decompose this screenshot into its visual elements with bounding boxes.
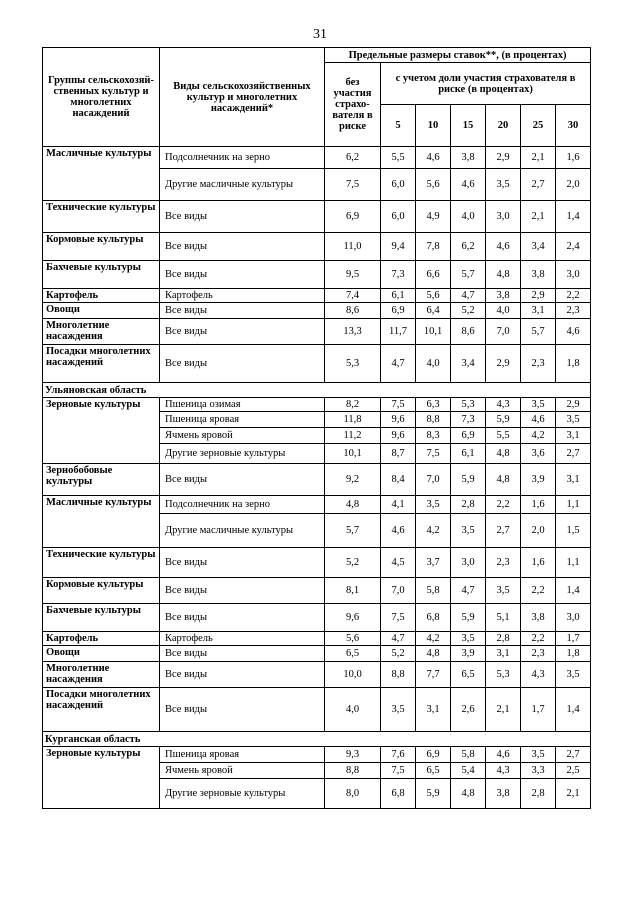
region-row xyxy=(43,383,591,398)
rate-cell: 2,7 xyxy=(486,514,521,548)
rate-cell: 5,2 xyxy=(451,303,486,319)
rate-cell: 3,5 xyxy=(486,578,521,604)
kind-cell: Все виды xyxy=(160,201,325,233)
table-row xyxy=(43,632,591,646)
table-row xyxy=(43,688,591,732)
rate-cell: 4,6 xyxy=(521,412,556,428)
rate-cell: 4,8 xyxy=(486,464,521,496)
rate-cell: 5,8 xyxy=(451,747,486,763)
rate-cell: 3,5 xyxy=(381,688,416,732)
table-row xyxy=(43,319,591,345)
rate-cell: 3,8 xyxy=(451,147,486,169)
rate-cell: 6,6 xyxy=(416,261,451,289)
header-share: 10 xyxy=(416,105,451,147)
rate-cell: 3,1 xyxy=(486,646,521,662)
rate-cell: 2,1 xyxy=(521,201,556,233)
rate-cell: 4,8 xyxy=(486,444,521,464)
rate-cell: 13,3 xyxy=(325,319,381,345)
rate-cell: 3,5 xyxy=(521,398,556,412)
kind-cell: Ячмень яровой xyxy=(160,428,325,444)
rate-cell: 4,8 xyxy=(325,496,381,514)
rate-cell: 8,1 xyxy=(325,578,381,604)
rate-cell: 6,9 xyxy=(416,747,451,763)
table-row xyxy=(43,496,591,514)
kind-cell: Все виды xyxy=(160,548,325,578)
rate-cell: 3,5 xyxy=(556,412,591,428)
rate-cell: 6,0 xyxy=(381,169,416,201)
rate-cell: 2,9 xyxy=(486,345,521,383)
rate-cell: 2,2 xyxy=(556,289,591,303)
rate-cell: 8,0 xyxy=(325,779,381,809)
rate-cell: 4,0 xyxy=(486,303,521,319)
rate-cell: 1,4 xyxy=(556,578,591,604)
group-cell: Посадки многолетних насаждений xyxy=(43,345,160,383)
group-cell: Овощи xyxy=(43,303,160,319)
rate-cell: 5,9 xyxy=(416,779,451,809)
header-share: 5 xyxy=(381,105,416,147)
rate-cell: 2,8 xyxy=(521,779,556,809)
header-share: 25 xyxy=(521,105,556,147)
rate-cell: 3,1 xyxy=(556,428,591,444)
rate-cell: 5,7 xyxy=(521,319,556,345)
rate-cell: 6,2 xyxy=(325,147,381,169)
group-cell: Кормовые культуры xyxy=(43,578,160,604)
rate-cell: 6,5 xyxy=(451,662,486,688)
rate-cell: 2,1 xyxy=(486,688,521,732)
rate-cell: 3,1 xyxy=(416,688,451,732)
rate-cell: 10,0 xyxy=(325,662,381,688)
rate-cell: 11,8 xyxy=(325,412,381,428)
rate-cell: 1,4 xyxy=(556,201,591,233)
rate-cell: 4,7 xyxy=(451,578,486,604)
rate-cell: 8,8 xyxy=(381,662,416,688)
rate-cell: 9,3 xyxy=(325,747,381,763)
rate-cell: 6,1 xyxy=(381,289,416,303)
rate-cell: 2,9 xyxy=(521,289,556,303)
rate-cell: 3,1 xyxy=(556,464,591,496)
group-cell: Бахчевые культуры xyxy=(43,604,160,632)
group-cell: Картофель xyxy=(43,632,160,646)
rate-cell: 2,1 xyxy=(521,147,556,169)
rate-cell: 7,0 xyxy=(416,464,451,496)
rate-cell: 3,5 xyxy=(486,169,521,201)
rate-cell: 7,5 xyxy=(381,604,416,632)
rate-cell: 9,5 xyxy=(325,261,381,289)
rate-cell: 4,0 xyxy=(325,688,381,732)
rate-cell: 8,8 xyxy=(325,763,381,779)
rate-cell: 4,9 xyxy=(416,201,451,233)
rate-cell: 7,5 xyxy=(381,398,416,412)
region-row xyxy=(43,732,591,747)
rate-cell: 4,5 xyxy=(381,548,416,578)
rate-cell: 2,7 xyxy=(556,444,591,464)
table-row xyxy=(43,662,591,688)
rate-cell: 6,4 xyxy=(416,303,451,319)
rate-cell: 6,8 xyxy=(416,604,451,632)
rate-cell: 8,7 xyxy=(381,444,416,464)
kind-cell: Все виды xyxy=(160,662,325,688)
header-without-insurer: без участия страхо-вателя в риске xyxy=(325,63,381,147)
rate-cell: 3,0 xyxy=(486,201,521,233)
rate-cell: 4,6 xyxy=(416,147,451,169)
header-kinds: Виды сельскохозяйственных культур и многолетних насаждений* xyxy=(160,48,325,147)
header-groups: Группы сельскохозяй-ственных культур и многолетних насаждений xyxy=(43,48,160,147)
rate-cell: 11,2 xyxy=(325,428,381,444)
group-cell: Масличные культуры xyxy=(43,147,160,201)
rate-cell: 5,7 xyxy=(451,261,486,289)
rate-cell: 3,0 xyxy=(556,604,591,632)
group-cell: Зерновые культуры xyxy=(43,747,160,809)
rate-cell: 2,5 xyxy=(556,763,591,779)
rate-cell: 2,3 xyxy=(521,646,556,662)
rate-cell: 2,2 xyxy=(521,632,556,646)
rate-cell: 1,6 xyxy=(521,548,556,578)
rate-cell: 4,1 xyxy=(381,496,416,514)
rate-cell: 3,0 xyxy=(451,548,486,578)
rate-cell: 3,9 xyxy=(521,464,556,496)
rate-cell: 4,6 xyxy=(486,747,521,763)
kind-cell: Картофель xyxy=(160,632,325,646)
rate-cell: 5,2 xyxy=(325,548,381,578)
table-row xyxy=(43,289,591,303)
kind-cell: Пшеница озимая xyxy=(160,398,325,412)
kind-cell: Пшеница яровая xyxy=(160,747,325,763)
rate-cell: 3,8 xyxy=(486,289,521,303)
rate-cell: 3,5 xyxy=(451,514,486,548)
rate-cell: 3,0 xyxy=(556,261,591,289)
rate-cell: 4,8 xyxy=(416,646,451,662)
rate-cell: 2,3 xyxy=(556,303,591,319)
rate-cell: 2,8 xyxy=(451,496,486,514)
rate-cell: 3,4 xyxy=(451,345,486,383)
rate-cell: 2,9 xyxy=(486,147,521,169)
table-body xyxy=(43,147,591,809)
kind-cell: Все виды xyxy=(160,319,325,345)
rate-cell: 3,8 xyxy=(521,261,556,289)
rate-cell: 5,6 xyxy=(416,169,451,201)
rate-cell: 7,8 xyxy=(416,233,451,261)
rate-cell: 2,8 xyxy=(486,632,521,646)
rate-cell: 5,3 xyxy=(325,345,381,383)
rate-cell: 4,7 xyxy=(381,632,416,646)
rate-cell: 6,5 xyxy=(416,763,451,779)
kind-cell: Пшеница яровая xyxy=(160,412,325,428)
rate-cell: 7,3 xyxy=(381,261,416,289)
rate-cell: 7,4 xyxy=(325,289,381,303)
rate-cell: 4,2 xyxy=(416,632,451,646)
rate-cell: 8,6 xyxy=(325,303,381,319)
header-share: 15 xyxy=(451,105,486,147)
rate-cell: 3,5 xyxy=(556,662,591,688)
rate-cell: 5,9 xyxy=(486,412,521,428)
table-row xyxy=(43,201,591,233)
rate-cell: 3,8 xyxy=(486,779,521,809)
rate-cell: 8,3 xyxy=(416,428,451,444)
rate-cell: 11,0 xyxy=(325,233,381,261)
rate-cell: 5,2 xyxy=(381,646,416,662)
rate-cell: 6,3 xyxy=(416,398,451,412)
kind-cell: Все виды xyxy=(160,303,325,319)
rate-cell: 5,3 xyxy=(451,398,486,412)
rate-cell: 2,6 xyxy=(451,688,486,732)
group-cell: Зернобобовые культуры xyxy=(43,464,160,496)
rate-cell: 7,0 xyxy=(486,319,521,345)
rate-cell: 2,7 xyxy=(556,747,591,763)
rate-cell: 4,6 xyxy=(556,319,591,345)
table-row xyxy=(43,548,591,578)
rate-cell: 3,5 xyxy=(451,632,486,646)
rate-cell: 3,5 xyxy=(416,496,451,514)
rate-cell: 2,3 xyxy=(486,548,521,578)
group-cell: Бахчевые культуры xyxy=(43,261,160,289)
group-cell: Многолетние насаждения xyxy=(43,662,160,688)
header-share: 30 xyxy=(556,105,591,147)
rate-cell: 4,6 xyxy=(451,169,486,201)
table-row xyxy=(43,303,591,319)
rate-cell: 6,9 xyxy=(325,201,381,233)
rate-cell: 4,2 xyxy=(521,428,556,444)
rate-cell: 3,4 xyxy=(521,233,556,261)
kind-cell: Другие масличные культуры xyxy=(160,169,325,201)
rate-cell: 8,8 xyxy=(416,412,451,428)
rate-cell: 9,2 xyxy=(325,464,381,496)
rate-cell: 4,3 xyxy=(486,763,521,779)
rate-cell: 6,2 xyxy=(451,233,486,261)
rate-cell: 6,5 xyxy=(325,646,381,662)
group-cell: Масличные культуры xyxy=(43,496,160,548)
rate-cell: 2,0 xyxy=(521,514,556,548)
rate-cell: 10,1 xyxy=(325,444,381,464)
kind-cell: Картофель xyxy=(160,289,325,303)
table-row xyxy=(43,398,591,412)
rate-cell: 7,5 xyxy=(416,444,451,464)
rate-cell: 7,5 xyxy=(381,763,416,779)
rate-cell: 4,3 xyxy=(521,662,556,688)
header-limits: Предельные размеры ставок**, (в процентах) xyxy=(325,48,591,63)
header-share: 20 xyxy=(486,105,521,147)
table-row xyxy=(43,747,591,763)
rate-cell: 4,6 xyxy=(486,233,521,261)
rate-cell: 1,7 xyxy=(556,632,591,646)
table-row xyxy=(43,233,591,261)
rate-cell: 5,7 xyxy=(325,514,381,548)
rate-cell: 7,5 xyxy=(325,169,381,201)
rate-cell: 6,1 xyxy=(451,444,486,464)
kind-cell: Все виды xyxy=(160,464,325,496)
rate-cell: 8,4 xyxy=(381,464,416,496)
page-number: 31 xyxy=(313,27,327,42)
rate-cell: 2,9 xyxy=(556,398,591,412)
rate-cell: 2,4 xyxy=(556,233,591,261)
rate-cell: 1,5 xyxy=(556,514,591,548)
rate-cell: 3,8 xyxy=(521,604,556,632)
rate-cell: 8,2 xyxy=(325,398,381,412)
table-row xyxy=(43,464,591,496)
kind-cell: Подсолнечник на зерно xyxy=(160,147,325,169)
rate-cell: 3,5 xyxy=(521,747,556,763)
kind-cell: Все виды xyxy=(160,688,325,732)
rate-cell: 9,6 xyxy=(381,428,416,444)
table-row xyxy=(43,646,591,662)
kind-cell: Все виды xyxy=(160,233,325,261)
rate-cell: 4,0 xyxy=(416,345,451,383)
rate-cell: 1,8 xyxy=(556,646,591,662)
rate-cell: 2,2 xyxy=(521,578,556,604)
rate-cell: 5,5 xyxy=(381,147,416,169)
rate-cell: 7,6 xyxy=(381,747,416,763)
rate-cell: 5,4 xyxy=(451,763,486,779)
rate-cell: 5,9 xyxy=(451,464,486,496)
rate-cell: 9,4 xyxy=(381,233,416,261)
rate-cell: 2,2 xyxy=(486,496,521,514)
rate-cell: 5,1 xyxy=(486,604,521,632)
rate-cell: 1,8 xyxy=(556,345,591,383)
rate-cell: 8,6 xyxy=(451,319,486,345)
rate-cell: 7,7 xyxy=(416,662,451,688)
rate-cell: 10,1 xyxy=(416,319,451,345)
rate-cell: 4,0 xyxy=(451,201,486,233)
rate-cell: 6,8 xyxy=(381,779,416,809)
rate-cell: 3,6 xyxy=(521,444,556,464)
rate-cell: 1,6 xyxy=(521,496,556,514)
rate-cell: 5,6 xyxy=(325,632,381,646)
insurance-rates-table xyxy=(42,47,591,809)
rate-cell: 3,1 xyxy=(521,303,556,319)
group-cell: Посадки многолетних насаждений xyxy=(43,688,160,732)
table-row xyxy=(43,345,591,383)
rate-cell: 6,0 xyxy=(381,201,416,233)
kind-cell: Все виды xyxy=(160,646,325,662)
kind-cell: Все виды xyxy=(160,345,325,383)
rate-cell: 1,1 xyxy=(556,496,591,514)
kind-cell: Другие зерновые культуры xyxy=(160,779,325,809)
rate-cell: 5,5 xyxy=(486,428,521,444)
table-row xyxy=(43,261,591,289)
rate-cell: 4,2 xyxy=(416,514,451,548)
group-cell: Технические культуры xyxy=(43,548,160,578)
rate-cell: 5,6 xyxy=(416,289,451,303)
group-cell: Кормовые культуры xyxy=(43,233,160,261)
header-with-share: с учетом доли участия страхователя в риске (в процентах) xyxy=(381,63,591,105)
region-name: Ульяновская область xyxy=(43,383,591,398)
group-cell: Овощи xyxy=(43,646,160,662)
rate-cell: 2,0 xyxy=(556,169,591,201)
rate-cell: 2,7 xyxy=(521,169,556,201)
rate-cell: 4,3 xyxy=(486,398,521,412)
rate-cell: 4,6 xyxy=(381,514,416,548)
rate-cell: 6,9 xyxy=(381,303,416,319)
group-cell: Картофель xyxy=(43,289,160,303)
rate-cell: 3,7 xyxy=(416,548,451,578)
group-cell: Многолетние насаждения xyxy=(43,319,160,345)
kind-cell: Подсолнечник на зерно xyxy=(160,496,325,514)
rate-cell: 1,6 xyxy=(556,147,591,169)
table-row xyxy=(43,147,591,169)
rate-cell: 4,7 xyxy=(451,289,486,303)
kind-cell: Другие зерновые культуры xyxy=(160,444,325,464)
rate-cell: 11,7 xyxy=(381,319,416,345)
rate-cell: 3,9 xyxy=(451,646,486,662)
rate-cell: 7,0 xyxy=(381,578,416,604)
rate-cell: 9,6 xyxy=(381,412,416,428)
rate-cell: 5,8 xyxy=(416,578,451,604)
rate-cell: 5,3 xyxy=(486,662,521,688)
rate-cell: 9,6 xyxy=(325,604,381,632)
group-cell: Зерновые культуры xyxy=(43,398,160,464)
rate-cell: 5,9 xyxy=(451,604,486,632)
rate-cell: 4,8 xyxy=(451,779,486,809)
region-name: Курганская область xyxy=(43,732,591,747)
rate-cell: 2,3 xyxy=(521,345,556,383)
rate-cell: 6,9 xyxy=(451,428,486,444)
group-cell: Технические культуры xyxy=(43,201,160,233)
rate-cell: 1,4 xyxy=(556,688,591,732)
kind-cell: Все виды xyxy=(160,604,325,632)
table-row xyxy=(43,578,591,604)
rate-cell: 4,8 xyxy=(486,261,521,289)
rate-cell: 1,7 xyxy=(521,688,556,732)
kind-cell: Ячмень яровой xyxy=(160,763,325,779)
rate-cell: 4,7 xyxy=(381,345,416,383)
table-row xyxy=(43,604,591,632)
kind-cell: Другие масличные культуры xyxy=(160,514,325,548)
rate-cell: 7,3 xyxy=(451,412,486,428)
rate-cell: 2,1 xyxy=(556,779,591,809)
rate-cell: 3,3 xyxy=(521,763,556,779)
kind-cell: Все виды xyxy=(160,261,325,289)
rate-cell: 1,1 xyxy=(556,548,591,578)
kind-cell: Все виды xyxy=(160,578,325,604)
